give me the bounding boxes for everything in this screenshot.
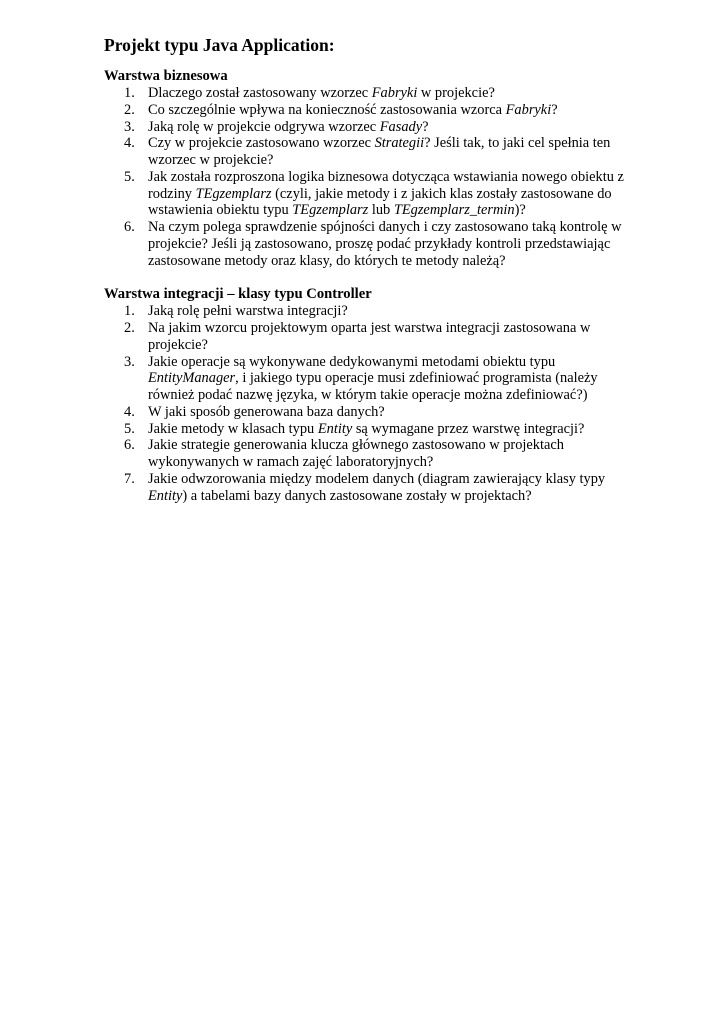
question-item [104,404,644,421]
question-text: ? [551,101,558,118]
question-text-italic: Fabryki [505,101,552,118]
question-text: Jaką rolę w projekcie odgrywa wzorzec [148,118,380,135]
section-heading-integration-layer: Warstwa integracji – klasy typu Controller [104,286,372,303]
question-item [104,320,644,354]
question-text: Na czym polega sprawdzenie spójności danych i czy zastosowano taką kontrolę w projekcie? Jeśli ją zastosowano, proszę podać przykłady kontroli przedstawiając zastosowane metody oraz klasy, do których te metody należą? [148,219,622,269]
question-text: , i jakiego typu operacje musi zdefiniować programista (należy również podać nazwę języka, w którym takie operacje można zdefiniować?) [148,370,598,403]
question-number: 6. [124,437,135,454]
question-item [104,119,644,136]
question-number: 1. [124,303,135,320]
question-text-italic: TEgzemplarz [195,185,272,202]
question-text: Jakie metody w klasach typu [148,420,318,437]
question-text: Dlaczego został zastosowany wzorzec [148,85,372,101]
question-item [104,354,644,404]
question-number: 2. [124,320,135,336]
question-text: ? Jeśli tak, to jaki cel spełnia ten wzorzec w projekcie? [148,135,611,168]
question-number: 5. [124,168,135,185]
question-text: Jaką rolę pełni warstwa integracji? [148,303,348,320]
question-item [104,85,644,102]
question-text-italic: Fabryki [371,85,418,101]
question-text: w projekcie? [417,85,495,101]
question-text: Jakie odwzorowania między modelem danych (diagram zawierający klasy typy [148,470,606,487]
question-text-italic: EntityManager [148,370,236,387]
question-text-italic: Entity [148,487,183,504]
question-number: 4. [124,403,135,420]
question-item [104,102,644,119]
question-text: Jakie operacje są wykonywane dedykowanymi metodami obiektu typu [148,353,556,370]
question-list-integration-layer [104,303,644,504]
question-text-italic: Entity [317,420,353,437]
question-item [104,471,644,505]
document-page [104,33,644,504]
question-number: 4. [124,135,135,152]
question-item [104,303,644,320]
question-text: ? [422,118,429,135]
question-text-italic: TEgzemplarz [292,202,369,219]
question-text: (czyli, jakie metody i z jakich klas zostały zastosowane do wstawienia obiektu typu [148,185,612,219]
question-item [104,169,644,219]
section-spacer [104,269,644,286]
question-text-italic: Fasady [379,118,423,135]
section-heading-business-layer: Warstwa biznesowa [104,68,228,84]
question-text: Jak została rozproszona logika biznesowa dotycząca wstawiania nowego obiektu z rodziny [148,168,624,202]
question-number: 7. [124,470,135,487]
question-text: W jaki sposób generowana baza danych? [148,403,385,420]
question-number: 5. [124,420,135,437]
question-number: 6. [124,219,135,235]
question-number: 1. [124,85,135,101]
document-title: Projekt typu Java Application: [104,35,335,55]
question-item [104,421,644,438]
question-text: )? [514,202,526,219]
question-text: Jakie strategie generowania klucza głównego zastosowano w projektach wykonywanych w ramach zajęć laboratoryjnych? [148,437,564,470]
question-text-italic: Strategii [374,135,425,152]
question-list-business-layer [104,85,644,269]
question-text: lub [368,202,394,219]
question-text: Co szczególnie wpływa na konieczność zastosowania wzorca [148,101,506,118]
question-text: Czy w projekcie zastosowano wzorzec [148,135,375,152]
question-item [104,135,644,169]
question-number: 3. [124,353,135,370]
question-number: 3. [124,118,135,135]
question-text: są wymagane przez warstwę integracji? [352,420,585,437]
question-number: 2. [124,101,135,118]
question-text: ) a tabelami bazy danych zastosowane zostały w projektach? [182,487,532,504]
question-item [104,219,644,269]
question-text: Na jakim wzorcu projektowym oparta jest warstwa integracji zastosowana w projekcie? [148,320,591,353]
question-item [104,437,644,471]
question-text-italic: TEgzemplarz_termin [393,202,515,219]
